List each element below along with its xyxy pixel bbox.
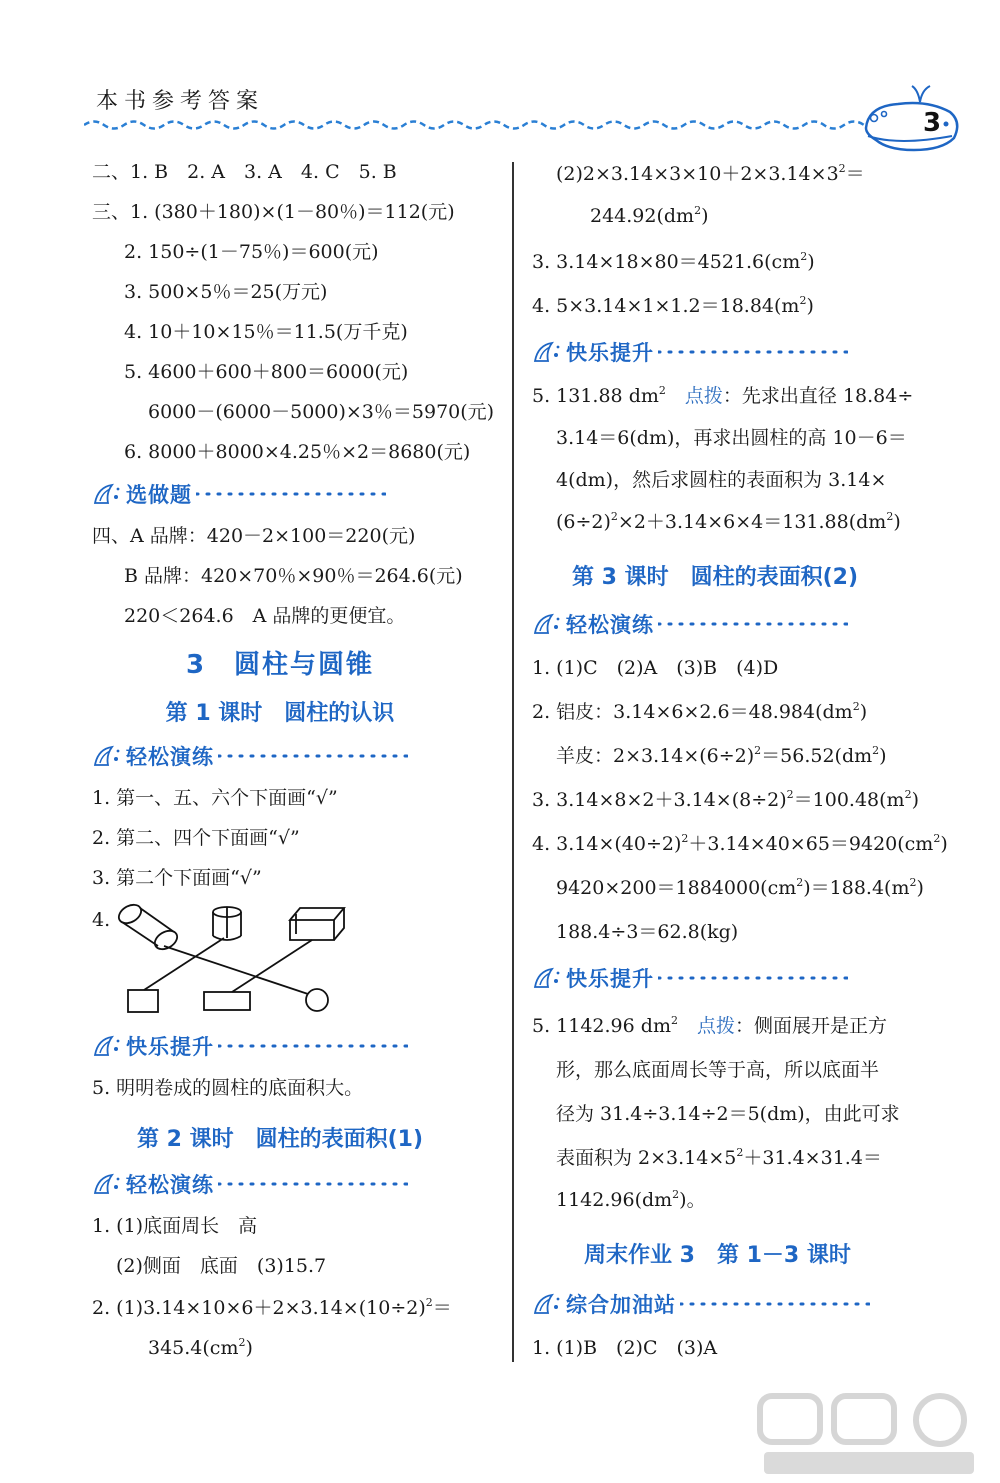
text: ) [940, 833, 948, 855]
superscript: 2 [694, 204, 702, 217]
section-label: 综合加油站 [566, 1293, 676, 1317]
section-label: 快乐提升 [566, 967, 654, 991]
chapter-title: 3 圆柱与圆锥 [185, 650, 375, 680]
answer-line [556, 508, 901, 536]
answer-line [590, 202, 709, 230]
superscript: 2 [786, 788, 794, 801]
answer-line: 3. 第二个下面画“√” [92, 867, 262, 889]
section-header [92, 1030, 408, 1062]
text: ＋3.14×40×65＝9420(cm [688, 833, 934, 855]
answer-line [556, 160, 865, 188]
answer-line: 三、1. (380＋180)×(1－80％)＝112(元) [92, 201, 455, 223]
text: ) [879, 745, 887, 767]
header-dashed-line [84, 118, 874, 132]
answer-line: 6. 8000＋8000×4.25％×2＝8680(元) [124, 441, 471, 463]
lesson-title: 第 2 课时 圆柱的表面积(1) [136, 1127, 424, 1152]
dotted-decoration [658, 619, 848, 629]
superscript: 2 [681, 832, 689, 845]
text: 表面积为 2×3.14×5 [556, 1147, 737, 1169]
sparkle-icon [532, 611, 562, 637]
section-header [92, 1168, 408, 1200]
dotted-decoration [218, 1041, 408, 1051]
watermark-logo [750, 1390, 990, 1480]
sparkle-icon [532, 965, 562, 991]
text: 9420×200＝1884000(cm [556, 877, 797, 899]
dotted-decoration [218, 1179, 408, 1189]
text: ) [806, 295, 814, 317]
superscript: 2 [658, 384, 666, 397]
text: 5. 131.88 dm [532, 385, 659, 407]
answer-line: B 品牌：420×70％×90％＝264.6(元) [124, 565, 463, 587]
superscript: 2 [799, 294, 807, 307]
text: ) [916, 877, 924, 899]
superscript: 2 [838, 162, 846, 175]
text: 244.92(dm [590, 205, 695, 227]
header-title: 本书参考答案 [96, 89, 265, 114]
answer-line: 1. (1)底面周长 高 [92, 1215, 258, 1237]
answer-line: 2. 第二、四个下面画“√” [92, 827, 300, 849]
sparkle-icon [92, 1033, 122, 1059]
section-header [92, 740, 408, 772]
answer-line: 4. [92, 909, 111, 931]
superscript: 2 [672, 1188, 680, 1201]
section-header [532, 336, 848, 368]
section-label: 快乐提升 [126, 1035, 214, 1059]
answer-line [532, 786, 919, 814]
dotted-decoration [218, 751, 408, 761]
text: ＝56.52(dm [761, 745, 873, 767]
text: 4. 5×3.14×1×1.2＝18.84(m [532, 295, 800, 317]
text: ) [701, 205, 709, 227]
text: 5. 1142.96 dm [532, 1015, 671, 1037]
superscript: 2 [736, 1146, 744, 1159]
section-header [532, 962, 848, 994]
text: 羊皮：2×3.14×(6÷2) [556, 745, 755, 767]
text: (6÷2) [556, 511, 611, 533]
text: ：侧面展开是正方 [735, 1015, 888, 1037]
lesson-title: 周末作业 3 第 1－3 课时 [584, 1243, 851, 1268]
lesson-title: 第 3 课时 圆柱的表面积(2) [572, 565, 859, 590]
answer-line [532, 830, 948, 858]
answer-line: 220＜264.6 A 品牌的更便宜。 [124, 605, 406, 627]
answer-line [556, 1186, 706, 1214]
answer-line: 188.4÷3＝62.8(kg) [556, 921, 739, 943]
text: ) [911, 789, 919, 811]
text: ＝ [845, 163, 865, 185]
answer-line: (2)侧面 底面 (3)15.7 [116, 1255, 327, 1277]
answer-line [92, 1294, 452, 1322]
superscript: 2 [238, 1336, 246, 1349]
answer-line [556, 1144, 882, 1172]
answer-line: 1. (1)C (2)A (3)B (4)D [532, 657, 779, 679]
section-label: 快乐提升 [566, 341, 654, 365]
superscript: 2 [886, 510, 894, 523]
text: 1142.96(dm [556, 1189, 673, 1211]
answer-line: 形，那么底面周长等于高，所以底面半 [556, 1059, 880, 1081]
answer-line [532, 292, 814, 320]
text: )。 [679, 1189, 706, 1211]
answer-line: 1. (1)B (2)C (3)A [532, 1337, 718, 1359]
superscript: 2 [670, 1014, 678, 1027]
section-label: 选做题 [126, 483, 192, 507]
superscript: 2 [904, 788, 912, 801]
text: 3. 3.14×18×80＝4521.6(cm [532, 251, 801, 273]
text: 2. 铝皮：3.14×6×2.6＝48.984(dm [532, 701, 853, 723]
section-label: 轻松演练 [126, 745, 214, 769]
section-header [532, 1288, 870, 1320]
whale-icon [858, 78, 968, 158]
answer-line [532, 382, 913, 410]
answer-line [556, 874, 924, 902]
answer-line: 5. 4600＋600＋800＝6000(元) [124, 361, 409, 383]
text: ) [245, 1337, 253, 1359]
section-label: 轻松演练 [566, 613, 654, 637]
text: ＝ [432, 1297, 452, 1319]
sparkle-icon [92, 743, 122, 769]
answer-line: 6000－(6000－5000)×3％＝5970(元) [148, 401, 495, 423]
hint-label: 点拨 [696, 1015, 735, 1037]
answer-line [532, 1012, 887, 1040]
answer-line: 4(dm)，然后求圆柱的表面积为 3.14× [556, 469, 887, 491]
answer-line [532, 248, 815, 276]
superscript: 2 [425, 1296, 433, 1309]
answer-line [532, 698, 867, 726]
text: ×2＋3.14×6×4＝131.88(dm [617, 511, 887, 533]
text: 4. 3.14×(40÷2) [532, 833, 682, 855]
text: ) [893, 511, 901, 533]
answer-line: 四、A 品牌：420－2×100＝220(元) [92, 525, 416, 547]
sparkle-icon [92, 481, 122, 507]
column-divider [512, 162, 514, 1362]
sparkle-icon [532, 339, 562, 365]
hint-label: 点拨 [684, 385, 723, 407]
answer-line: 1. 第一、五、六个下面画“√” [92, 787, 338, 809]
answer-line: 二、1. B 2. A 3. A 4. C 5. B [92, 161, 397, 183]
section-header [92, 478, 386, 510]
text: 345.4(cm [148, 1337, 239, 1359]
text: ：先求出直径 18.84÷ [722, 385, 914, 407]
text: ＋31.4×31.4＝ [743, 1147, 882, 1169]
superscript: 2 [754, 744, 762, 757]
superscript: 2 [852, 700, 860, 713]
superscript: 2 [933, 832, 941, 845]
sparkle-icon [92, 1171, 122, 1197]
superscript: 2 [800, 250, 808, 263]
text: 2. (1)3.14×10×6＋2×3.14×(10÷2) [92, 1297, 426, 1319]
text: ＝100.48(m [793, 789, 905, 811]
dotted-decoration [658, 973, 848, 983]
answer-line: 3.14＝6(dm)，再求出圆柱的高 10－6＝ [556, 427, 907, 449]
answer-line: 2. 150÷(1－75％)＝600(元) [124, 241, 379, 263]
answer-line [148, 1334, 253, 1362]
answer-line: 径为 31.4÷3.14÷2＝5(dm)，由此可求 [556, 1103, 900, 1125]
answer-line: 5. 明明卷成的圆柱的底面积大。 [92, 1077, 364, 1099]
text: ) [807, 251, 815, 273]
answer-line: 3. 500×5％＝25(万元) [124, 281, 328, 303]
text: 3. 3.14×8×2＋3.14×(8÷2) [532, 789, 787, 811]
answer-line [556, 742, 887, 770]
sparkle-icon [532, 1291, 562, 1317]
text: (2)2×3.14×3×10＋2×3.14×3 [556, 163, 839, 185]
dotted-decoration [680, 1299, 870, 1309]
dotted-decoration [196, 489, 386, 499]
lesson-title: 第 1 课时 圆柱的认识 [165, 701, 395, 726]
page-number: 3 [922, 108, 942, 138]
section-header [532, 608, 848, 640]
text: ) [859, 701, 868, 723]
superscript: 2 [610, 510, 618, 523]
superscript: 2 [872, 744, 880, 757]
section-label: 轻松演练 [126, 1173, 214, 1197]
dotted-decoration [658, 347, 848, 357]
superscript: 2 [796, 876, 804, 889]
text: )＝188.4(m [803, 877, 910, 899]
matching-figure [112, 902, 372, 1022]
superscript: 2 [909, 876, 917, 889]
answer-line: 4. 10＋10×15％＝11.5(万千克) [124, 321, 408, 343]
